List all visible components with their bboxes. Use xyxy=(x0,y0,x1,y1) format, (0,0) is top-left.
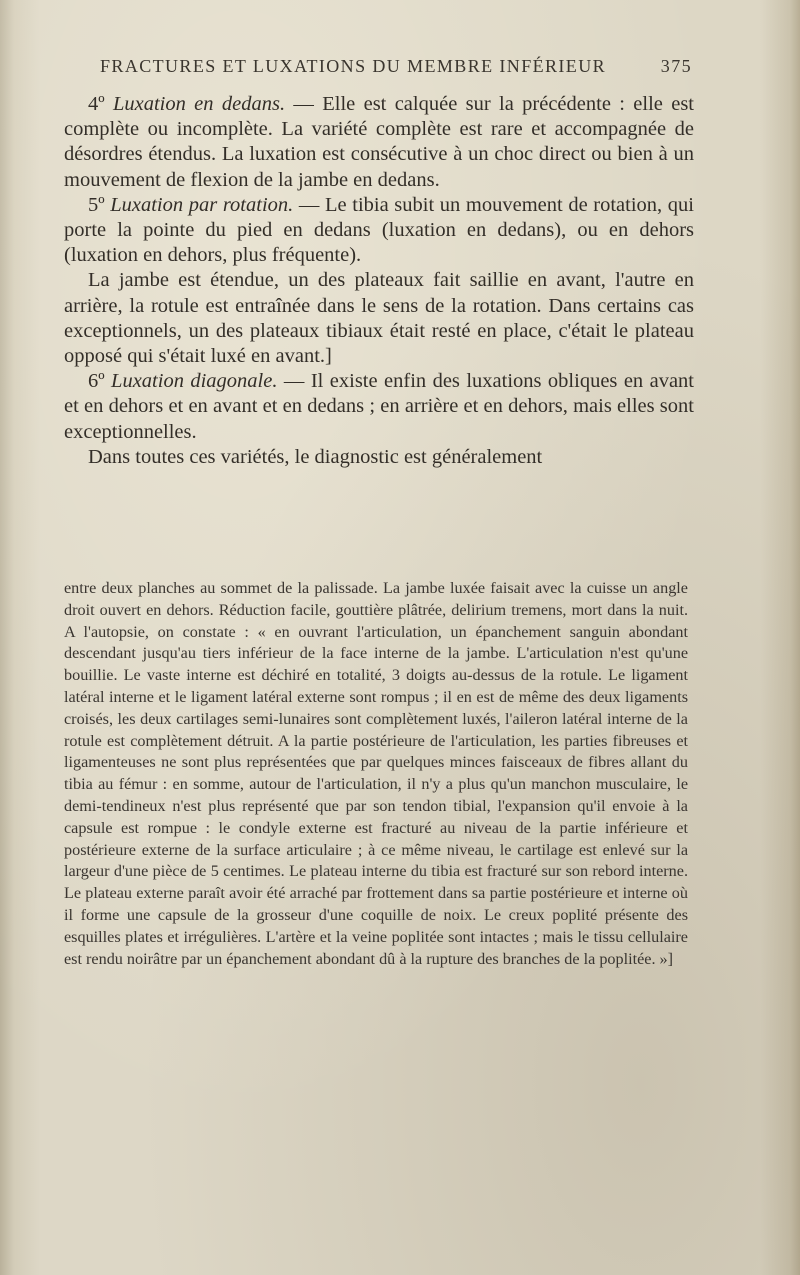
paragraph-text: — Il existe enfin des luxations obliques en avant et en dehors et en avant et en dedans ; en arrière et en dehors, mais elles sont exceptionnelles. xyxy=(64,370,694,443)
paragraph-rotation-description xyxy=(64,268,694,369)
paragraph-luxation-en-dedans xyxy=(64,92,694,193)
section-heading: Luxation en dedans. xyxy=(112,93,286,115)
running-title: FRACTURES ET LUXATIONS DU MEMBRE INFÉRIEUR xyxy=(100,56,606,76)
paragraph-text: — Elle est calquée sur la précédente : elle est complète ou incomplète. La variété complète est rare et accompagnée de désordres étendus. La luxation est consécutive à un choc direct ou bien à un mouvement de flexion de la jambe en dedans. xyxy=(64,93,694,191)
footnote xyxy=(64,578,688,970)
paragraph-text: La jambe est étendue, un des plateaux fait saillie en avant, l'autre en arrière, la rotule est entraînée dans le sens de la rotation. Dans certains cas exceptionnels, un des plateaux tibiaux était resté en place, c'était le plateau opposé qui s'était luxé en avant.] xyxy=(64,269,694,368)
section-number: 5º xyxy=(88,193,111,216)
section-heading: Luxation diagonale. xyxy=(111,370,278,393)
section-number: 4º xyxy=(88,93,113,115)
section-number: 6º xyxy=(88,370,112,393)
section-heading: Luxation par rotation. xyxy=(110,193,294,216)
paragraph-luxation-par-rotation xyxy=(64,193,694,269)
main-text xyxy=(64,92,694,470)
paragraph-text: Dans toutes ces variétés, le diagnostic est généralement xyxy=(88,445,543,468)
footnote-text: entre deux planches au sommet de la palissade. La jambe luxée faisait avec la cuisse un angle droit ouvert en dehors. Réduction facile, gouttière plâtrée, delirium tremens, mort dans la nuit. A l'autopsie, on constate : « en ouvrant l'articulation, un épanchement sanguin abondant descendant jusqu'au tiers inférieur de la face interne de la jambe. L'articulation n'est qu'une bouillie. Le vaste interne est déchiré en totalité, 3 doigts au-dessus de la rotule. Le ligament latéral interne et le ligament latéral externe sont rompus ; il en est de même des deux ligaments croisés, les deux cartilages semi-lunaires sont complètement luxés, l'aileron latéral interne de la rotule est complètement détruit. A la partie postérieure de l'articulation, les parties fibreuses et ligamenteuses ne sont plus représentées que par quelques minces faisceaux de fibres allant du tibia au fémur : en somme, autour de l'articulation, il n'y a plus qu'un manchon musculaire, le demi-tendineux n'est plus représenté que par son tendon tibial, l'expansion qu'il envoie à la capsule est rompue : le condyle externe est fracturé au niveau de la partie inférieure et postérieure externe de la surface articulaire ; à ce même niveau, le cartilage est enlevé sur la largeur d'une pièce de 5 centimes. Le plateau interne du tibia est fracturé sur son rebord interne. Le plateau externe paraît avoir été arraché par frottement dans sa partie postérieure et interne où il forme une capsule de la grosseur d'une coquille de noix. Le creux poplité présente des esquilles plates et irrégulières. L'artère et la veine poplitée sont intactes ; mais le tissu cellulaire est rendu noirâtre par un épanchement abondant dû à la rupture des branches de la poplitée. »] xyxy=(64,579,688,968)
paragraph-diagnostic xyxy=(64,445,694,470)
paragraph-luxation-diagonale xyxy=(64,369,694,445)
page-number: 375 xyxy=(660,56,692,76)
paragraph-text: — Le tibia subit un mouvement de rotation, qui porte la pointe du pied en dedans (luxation en dedans), ou en dehors (luxation en dehors, plus fréquente). xyxy=(64,193,694,267)
